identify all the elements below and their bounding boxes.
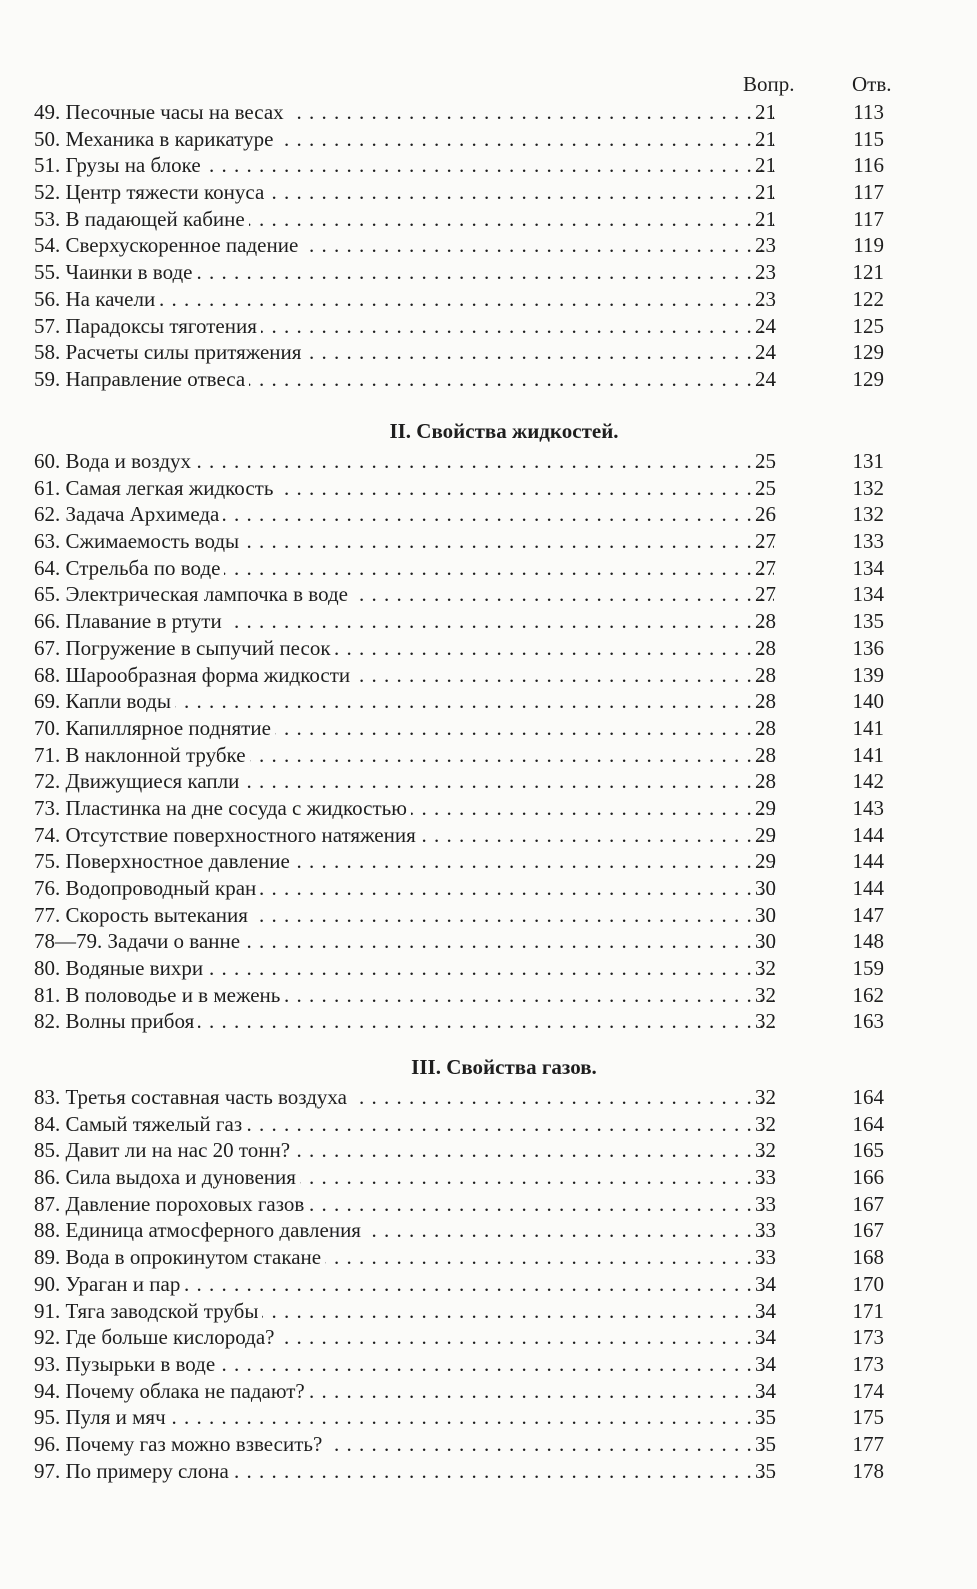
answer-page-number: 113 bbox=[853, 100, 884, 124]
answer-page-number: 117 bbox=[853, 206, 884, 231]
toc-entry bbox=[34, 715, 894, 742]
answer-page-number: 163 bbox=[852, 1009, 884, 1034]
toc-entry bbox=[34, 1111, 894, 1138]
toc-entry-title: 96. Почему газ можно взвесить? bbox=[34, 1432, 326, 1456]
answer-page-number: 164 bbox=[852, 1111, 884, 1136]
answer-page-number: 117 bbox=[853, 180, 884, 205]
toc-entry-title-leader bbox=[34, 206, 774, 233]
toc-entry-title: 61. Самая легкая жидкость bbox=[34, 476, 277, 500]
toc-entry bbox=[34, 1217, 894, 1244]
answer-page-number: 141 bbox=[852, 742, 884, 767]
toc-entry-title-leader bbox=[34, 501, 774, 528]
toc-entry-title-leader bbox=[34, 608, 774, 635]
toc-entry bbox=[34, 1298, 894, 1325]
toc-entry-title: 58. Расчеты силы притяжения bbox=[34, 340, 305, 364]
answer-page-number: 132 bbox=[852, 502, 884, 527]
toc-entry-title-leader bbox=[34, 528, 774, 555]
toc-entry-title-leader bbox=[34, 366, 774, 393]
answer-page-number: 168 bbox=[852, 1245, 884, 1270]
toc-entry-title: 67. Погружение в сыпучий песок bbox=[34, 636, 335, 660]
toc-entry-title: 64. Стрельба по воде bbox=[34, 556, 224, 580]
toc-entry bbox=[34, 99, 894, 126]
toc-entry-title-leader bbox=[34, 715, 774, 742]
toc-entry bbox=[34, 555, 894, 582]
toc-entry bbox=[34, 126, 894, 153]
toc-entry bbox=[34, 902, 894, 929]
answer-page-number: 167 bbox=[852, 1191, 884, 1216]
question-page-number: 30 bbox=[755, 929, 776, 954]
toc-entry-title-leader bbox=[34, 286, 774, 313]
answer-page-number: 122 bbox=[852, 286, 884, 311]
toc-entry-title-leader bbox=[34, 339, 774, 366]
toc-entry-title: 71. В наклонной трубке bbox=[34, 743, 250, 767]
toc-entry bbox=[34, 1351, 894, 1378]
toc-entry-title-leader bbox=[34, 875, 774, 902]
toc-entry-title: 74. Отсутствие поверхностного натяжения bbox=[34, 823, 420, 847]
toc-entry-title-leader bbox=[34, 313, 774, 340]
toc-entry-title-leader bbox=[34, 126, 774, 153]
toc-entry-title-leader bbox=[34, 982, 774, 1009]
answer-page-number: 141 bbox=[852, 715, 884, 740]
question-page-number: 32 bbox=[755, 1111, 776, 1136]
toc-entry-title-leader bbox=[34, 1244, 774, 1271]
toc-entry bbox=[34, 1378, 894, 1405]
toc-entry bbox=[34, 875, 894, 902]
answer-page-number: 170 bbox=[852, 1271, 884, 1296]
question-page-number: 27 bbox=[755, 582, 776, 607]
question-page-number: 24 bbox=[755, 340, 776, 365]
toc-entry-title: 59. Направление отвеса bbox=[34, 367, 249, 391]
answer-page-number: 147 bbox=[852, 902, 884, 927]
toc-entry-title-leader bbox=[34, 1217, 774, 1244]
answer-page-number: 132 bbox=[852, 475, 884, 500]
toc-entry-title-leader bbox=[34, 232, 774, 259]
toc-entry-title: 92. Где больше кислорода? bbox=[34, 1325, 279, 1349]
toc-entry-title: 62. Задача Архимеда bbox=[34, 502, 223, 526]
question-page-number: 34 bbox=[755, 1378, 776, 1403]
toc-entry-title: 75. Поверхностное давление bbox=[34, 849, 294, 873]
question-page-number: 27 bbox=[755, 529, 776, 554]
question-page-number: 34 bbox=[755, 1351, 776, 1376]
toc-entry bbox=[34, 1244, 894, 1271]
answer-page-number: 119 bbox=[853, 233, 884, 258]
toc-entry-title: 65. Электрическая лампочка в воде bbox=[34, 582, 352, 606]
question-page-number: 28 bbox=[755, 635, 776, 660]
answer-page-number: 178 bbox=[852, 1458, 884, 1483]
question-page-number: 29 bbox=[755, 849, 776, 874]
question-page-number: 35 bbox=[755, 1405, 776, 1430]
toc-entry bbox=[34, 662, 894, 689]
toc-entry-title-leader bbox=[34, 742, 774, 769]
toc-entry-title-leader bbox=[34, 662, 774, 689]
answer-page-number: 121 bbox=[852, 260, 884, 285]
question-page-number: 29 bbox=[755, 795, 776, 820]
question-page-number: 21 bbox=[755, 153, 776, 178]
toc-entry bbox=[34, 608, 894, 635]
toc-section-mechanics bbox=[34, 99, 894, 393]
toc-entry-title-leader bbox=[34, 1137, 774, 1164]
answer-page-number: 162 bbox=[852, 982, 884, 1007]
question-page-number: 30 bbox=[755, 876, 776, 900]
question-page-number: 24 bbox=[755, 313, 776, 338]
answer-page-number: 173 bbox=[852, 1325, 884, 1350]
question-page-number: 34 bbox=[755, 1298, 776, 1323]
toc-entry bbox=[34, 1164, 894, 1191]
question-page-number: 21 bbox=[755, 100, 776, 124]
toc-entry-title-leader bbox=[34, 928, 774, 955]
answer-page-number: 134 bbox=[852, 582, 884, 607]
question-page-number: 24 bbox=[755, 366, 776, 391]
toc-entry-title: 73. Пластинка на дне сосуда с жидкостью bbox=[34, 796, 411, 820]
toc-entry bbox=[34, 1271, 894, 1298]
toc-entry-title-leader bbox=[34, 1164, 774, 1191]
question-page-number: 30 bbox=[755, 902, 776, 927]
toc-entry bbox=[34, 286, 894, 313]
answer-page-number: 133 bbox=[852, 529, 884, 554]
answer-page-number: 164 bbox=[852, 1085, 884, 1109]
toc-entry-title-leader bbox=[34, 581, 774, 608]
toc-entry-title: 91. Тяга заводской трубы bbox=[34, 1299, 262, 1323]
toc-entry bbox=[34, 822, 894, 849]
section-title: II. Свойства жидкостей. bbox=[389, 419, 619, 443]
answer-page-number: 134 bbox=[852, 555, 884, 580]
toc-entry-title: 83. Третья составная часть воздуха bbox=[34, 1085, 351, 1109]
toc-entry-title: 81. В половодье и в межень bbox=[34, 983, 284, 1007]
question-page-number: 29 bbox=[755, 822, 776, 847]
question-page-number: 33 bbox=[755, 1245, 776, 1270]
toc-entry bbox=[34, 366, 894, 393]
toc-entry-title-leader bbox=[34, 768, 774, 795]
question-page-number: 34 bbox=[755, 1325, 776, 1350]
toc-entry-title: 80. Водяные вихри bbox=[34, 956, 207, 980]
toc-entry-title: 77. Скорость вытекания bbox=[34, 903, 252, 927]
answer-page-number: 173 bbox=[852, 1351, 884, 1376]
toc-entry bbox=[34, 1458, 894, 1485]
toc-entry-title-leader bbox=[34, 848, 774, 875]
toc-entry-title: 89. Вода в опрокинутом стакане bbox=[34, 1245, 325, 1269]
question-page-number: 32 bbox=[755, 956, 776, 981]
answer-page-number: 171 bbox=[852, 1298, 884, 1323]
toc-entry-title-leader bbox=[34, 152, 774, 179]
question-page-number: 21 bbox=[755, 206, 776, 231]
toc-entry-title-leader bbox=[34, 448, 774, 475]
question-page-number: 33 bbox=[755, 1165, 776, 1190]
column-headers bbox=[0, 72, 977, 100]
toc-entry-title-leader bbox=[34, 635, 774, 662]
toc-entry bbox=[34, 742, 894, 769]
toc-entry-title: 95. Пуля и мяч bbox=[34, 1405, 170, 1429]
section-title: III. Свойства газов. bbox=[411, 1055, 597, 1079]
toc-entry-title: 93. Пузырьки в воде bbox=[34, 1352, 219, 1376]
toc-entry bbox=[34, 1191, 894, 1218]
toc-entry-title: 54. Сверхускоренное падение bbox=[34, 233, 302, 257]
toc-entry-title: 68. Шарообразная форма жидкости bbox=[34, 663, 354, 687]
toc-entry bbox=[34, 206, 894, 233]
question-page-number: 23 bbox=[755, 286, 776, 311]
toc-entry-title: 66. Плавание в ртути bbox=[34, 609, 226, 633]
question-page-number: 28 bbox=[755, 769, 776, 794]
toc-entry bbox=[34, 848, 894, 875]
toc-entry-title: 56. На качели bbox=[34, 287, 159, 311]
answer-page-number: 140 bbox=[852, 689, 884, 714]
question-page-number: 27 bbox=[755, 555, 776, 580]
answer-page-number: 116 bbox=[853, 153, 884, 178]
toc-entry-title-leader bbox=[34, 475, 774, 502]
question-page-number: 33 bbox=[755, 1218, 776, 1243]
toc-entry-title: 53. В падающей кабине bbox=[34, 207, 249, 231]
toc-entry bbox=[34, 928, 894, 955]
answer-page-number: 136 bbox=[852, 635, 884, 660]
answer-page-number: 125 bbox=[852, 313, 884, 338]
toc-entry-title: 57. Парадоксы тяготения bbox=[34, 314, 261, 338]
answer-page-number: 175 bbox=[852, 1405, 884, 1430]
question-page-number: 32 bbox=[755, 1138, 776, 1163]
answer-page-number: 135 bbox=[852, 609, 884, 634]
answer-page-number: 143 bbox=[852, 795, 884, 820]
toc-entry-title-leader bbox=[34, 1008, 774, 1035]
question-page-number: 21 bbox=[755, 180, 776, 205]
toc-entry-title-leader bbox=[34, 688, 774, 715]
question-page-number: 35 bbox=[755, 1458, 776, 1483]
toc-entry-title: 70. Капиллярное поднятие bbox=[34, 716, 275, 740]
answer-page-number: 129 bbox=[852, 340, 884, 365]
toc-entry bbox=[34, 179, 894, 206]
toc-entry bbox=[34, 1431, 894, 1458]
answer-page-number: 131 bbox=[852, 449, 884, 473]
toc-entry-title: 55. Чаинки в воде bbox=[34, 260, 196, 284]
toc-entry-title-leader bbox=[34, 822, 774, 849]
toc-entry-title: 94. Почему облака не падают? bbox=[34, 1379, 309, 1403]
toc-entry bbox=[34, 688, 894, 715]
toc-entry-title: 60. Вода и воздух bbox=[34, 449, 195, 473]
toc-entry bbox=[34, 152, 894, 179]
toc-entry bbox=[34, 232, 894, 259]
toc-entry bbox=[34, 1137, 894, 1164]
toc-entry bbox=[34, 1008, 894, 1035]
toc-entry-title: 88. Единица атмосферного давления bbox=[34, 1218, 365, 1242]
question-page-number: 32 bbox=[755, 1085, 776, 1109]
toc-entry-title: 85. Давит ли на нас 20 тонн? bbox=[34, 1138, 294, 1162]
toc-entry bbox=[34, 1404, 894, 1431]
answer-page-number: 139 bbox=[852, 662, 884, 687]
toc-entry-title-leader bbox=[34, 795, 774, 822]
toc-entry-title: 97. По примеру слона bbox=[34, 1459, 233, 1483]
answer-page-number: 177 bbox=[852, 1431, 884, 1456]
toc-entry bbox=[34, 982, 894, 1009]
answer-page-number: 144 bbox=[852, 822, 884, 847]
toc-entry bbox=[34, 448, 894, 475]
toc-section-gases bbox=[34, 1050, 894, 1484]
answer-page-number: 166 bbox=[852, 1165, 884, 1190]
toc-entry-title-leader bbox=[34, 1458, 774, 1485]
toc-entry-title-leader bbox=[34, 955, 774, 982]
answer-page-number: 115 bbox=[853, 126, 884, 151]
toc-entry-title-leader bbox=[34, 1404, 774, 1431]
toc-entry-title: 82. Волны прибоя bbox=[34, 1009, 198, 1033]
answer-page-number: 167 bbox=[852, 1218, 884, 1243]
answer-page-number: 148 bbox=[852, 929, 884, 954]
question-page-number: 23 bbox=[755, 233, 776, 258]
toc-entry-title: 50. Механика в карикатуре bbox=[34, 127, 277, 151]
toc-entry-title-leader bbox=[34, 1111, 774, 1138]
toc-entry-title: 87. Давление пороховых газов bbox=[34, 1192, 308, 1216]
toc-entry bbox=[34, 1324, 894, 1351]
question-page-number: 26 bbox=[755, 502, 776, 527]
toc-entry-title-leader bbox=[34, 902, 774, 929]
toc-entry bbox=[34, 635, 894, 662]
toc-entry-title: 69. Капли воды bbox=[34, 689, 175, 713]
toc-entry-title: 72. Движущиеся капли bbox=[34, 769, 243, 793]
toc-entry bbox=[34, 313, 894, 340]
toc-entry bbox=[34, 339, 894, 366]
toc-entry-title: 84. Самый тяжелый газ bbox=[34, 1112, 246, 1136]
question-page-number: 35 bbox=[755, 1431, 776, 1456]
toc-entry bbox=[34, 795, 894, 822]
question-page-number: 33 bbox=[755, 1191, 776, 1216]
question-page-number: 28 bbox=[755, 715, 776, 740]
toc-entry-title-leader bbox=[34, 179, 774, 206]
answer-page-number: 142 bbox=[852, 769, 884, 794]
toc-entry bbox=[34, 475, 894, 502]
question-page-number: 28 bbox=[755, 689, 776, 714]
answer-page-number: 159 bbox=[852, 956, 884, 981]
toc-entry-title: 90. Ураган и пар bbox=[34, 1272, 184, 1296]
toc-entry-title-leader bbox=[34, 1378, 774, 1405]
question-page-number: 25 bbox=[755, 475, 776, 500]
toc-entry-title: 52. Центр тяжести конуса bbox=[34, 180, 268, 204]
toc-entry bbox=[34, 501, 894, 528]
toc-entry-title-leader bbox=[34, 1431, 774, 1458]
toc-entry bbox=[34, 768, 894, 795]
answer-page-number: 165 bbox=[852, 1138, 884, 1163]
question-page-number: 28 bbox=[755, 742, 776, 767]
toc-entry bbox=[34, 955, 894, 982]
toc-entry-title: 51. Грузы на блоке bbox=[34, 153, 205, 177]
toc-entry-title: 49. Песочные часы на весах bbox=[34, 100, 288, 124]
toc-entry bbox=[34, 528, 894, 555]
toc-entry bbox=[34, 1084, 894, 1111]
toc-entry bbox=[34, 259, 894, 286]
toc-entry-title-leader bbox=[34, 1324, 774, 1351]
toc-entry-title-leader bbox=[34, 1084, 774, 1111]
toc-entry-title-leader bbox=[34, 259, 774, 286]
toc-entry-title-leader bbox=[34, 1351, 774, 1378]
toc-section-liquids bbox=[34, 414, 894, 1035]
toc-entry-title-leader bbox=[34, 1298, 774, 1325]
toc-entry-title: 63. Сжимаемость воды bbox=[34, 529, 243, 553]
questions-column-label: Вопр. bbox=[743, 72, 795, 96]
question-page-number: 21 bbox=[755, 126, 776, 151]
answer-page-number: 144 bbox=[852, 876, 884, 900]
question-page-number: 28 bbox=[755, 609, 776, 634]
toc-entry-title-leader bbox=[34, 1271, 774, 1298]
question-page-number: 25 bbox=[755, 449, 776, 473]
question-page-number: 32 bbox=[755, 1009, 776, 1034]
toc-entry-title: 76. Водопроводный кран bbox=[34, 876, 260, 900]
question-page-number: 34 bbox=[755, 1271, 776, 1296]
answer-page-number: 174 bbox=[852, 1378, 884, 1403]
toc-entry bbox=[34, 581, 894, 608]
question-page-number: 32 bbox=[755, 982, 776, 1007]
toc-entry-title: 78—79. Задачи о ванне bbox=[34, 929, 244, 953]
question-page-number: 28 bbox=[755, 662, 776, 687]
toc-entry-title-leader bbox=[34, 99, 774, 126]
toc-entry-title-leader bbox=[34, 555, 774, 582]
toc-entry-title-leader bbox=[34, 1191, 774, 1218]
question-page-number: 23 bbox=[755, 260, 776, 285]
toc-entry-title: 86. Сила выдоха и дуновения bbox=[34, 1165, 300, 1189]
answer-page-number: 129 bbox=[852, 366, 884, 391]
answer-page-number: 144 bbox=[852, 849, 884, 874]
answers-column-label: Отв. bbox=[852, 72, 892, 96]
